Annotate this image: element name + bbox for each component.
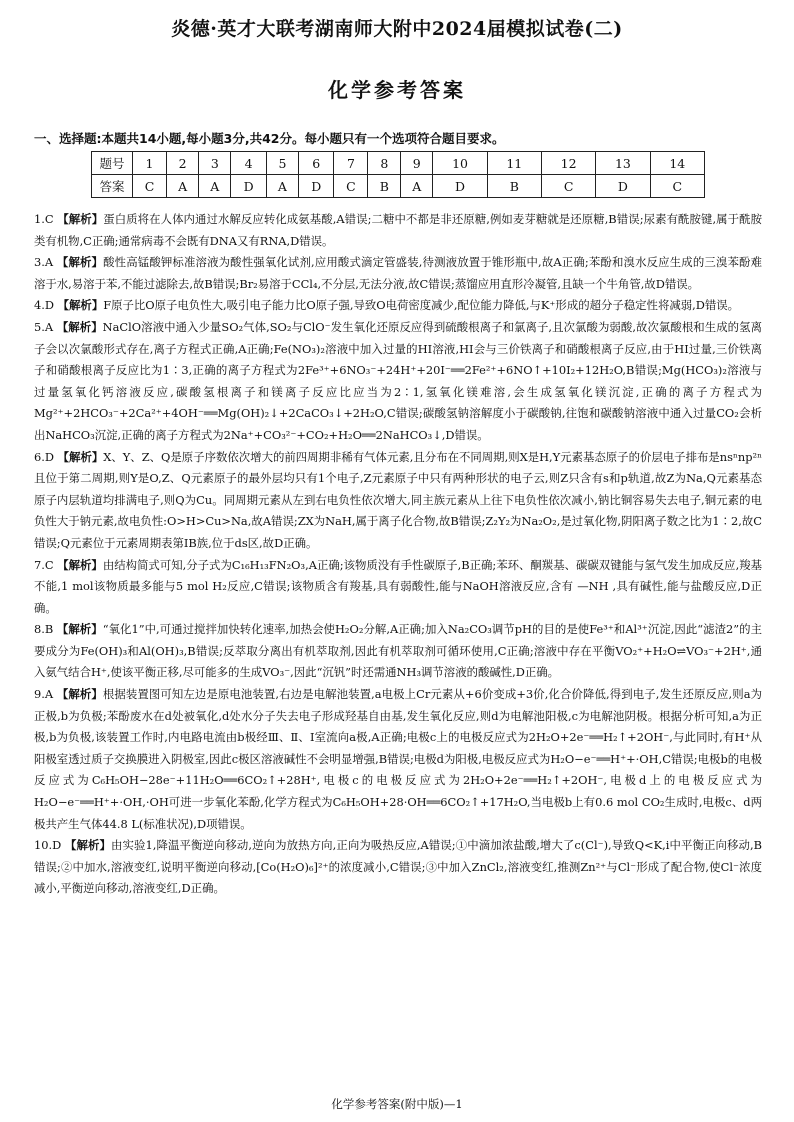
answer-cell: D	[299, 175, 334, 198]
explanation-item	[34, 555, 762, 620]
analysis-tag: 【解析】	[56, 687, 103, 702]
question-number-cell: 14	[650, 152, 704, 175]
explanation-item	[34, 317, 762, 447]
question-number-cell: 8	[368, 152, 401, 175]
item-text: 根据装置图可知左边是原电池装置,右边是电解池装置,a电极上Cr元素从+6价变成+3价,化合价降低,得到电子,发生还原反应,则a为正极,b为负极;苯酚废水在d处被氧化,d处水分子失去电子形成羟基自由基,发生氧化反应,则d为电解池阳极,c为电解池阴极。根据分析可知,a为正极,b为负极,该装置工作时,内电路电流由b极经Ⅲ、Ⅱ、Ⅰ室流向a极,A正确;电极c上的电极反应式为2H₂O+2e⁻══H₂↑+2OH⁻,与此同时,有H⁺从阳极室透过质子交换膜进入阴极室,因此c极区溶液碱性不会明显增强,B错误;电极d为阳极,电极反应式为H₂O−e⁻══H⁺+·OH,C错误;电极b的电极反应式为C₆H₅OH−28e⁻+11H₂O══6CO₂↑+28H⁺,电极c的电极反应式为2H₂O+2e⁻══H₂↑+2OH⁻,电极d上的电极反应式为H₂O−e⁻══H⁺+·OH,·OH可进一步氧化苯酚,化学方程式为C₆H₅OH+28·OH══6CO₂↑+17H₂O,当电极b上有0.6 mol CO₂生成时,电极c、d两极共产生气体44.8 L(标准状况),D项错误。	[34, 687, 762, 831]
question-number-cell: 12	[541, 152, 595, 175]
item-number: 10.D	[34, 838, 62, 853]
question-number-cell: 4	[231, 152, 266, 175]
answer-cell: C	[541, 175, 595, 198]
answer-cell: D	[433, 175, 487, 198]
explanation-item	[34, 835, 762, 900]
item-number: 4.D	[34, 298, 55, 313]
analysis-tag: 【解析】	[56, 622, 103, 637]
item-text: X、Y、Z、Q是原子序数依次增大的前四周期非稀有气体元素,且分布在不同周期,则X是H,Y元素基态原子的价层电子排布是nsⁿnp²ⁿ且位于第二周期,则Y是O,Z、Q元素原子的最外层均只有1个电子,Z元素原子中只有两种形状的电子云,则Z只含有s和p轨道,故Z为Na,Q元素基态原子内层轨道均排满电子,则Q为Cu。同周期元素从左到右电负性依次增大,同主族元素从上往下电负性依次减小,钠比铜容易失去电子,铜元素的电负性大于钠元素,故电负性:O>H>Cu>Na,故A错误;ZX为NaH,属于离子化合物,故B错误;Z₂Y₂为Na₂O₂,是过氧化物,阴阳离子数之比为1∶2,故C错误;Q元素位于元素周期表第ⅠB族,位于ds区,故D正确。	[34, 449, 763, 550]
row-label-number: 题号	[92, 152, 133, 175]
question-number-cell: 13	[596, 152, 650, 175]
explanation-item	[34, 252, 762, 295]
question-number-cell: 2	[166, 152, 198, 175]
item-text: 由实验1,降温平衡逆向移动,逆向为放热方向,正向为吸热反应,A错误;①中滴加浓盐酸,增大了c(Cl⁻),导致Q<K,i中平衡正向移动,B错误;②中加水,溶液变红,说明平衡逆向移动,[Co(H₂O)₆]²⁺的浓度减小,C错误;③中加入ZnCl₂,溶液变红,推测Zn²⁺与Cl⁻形成了配合物,使Cl⁻浓度减小,平衡逆向移动,溶液变红,D正确。	[34, 838, 762, 896]
item-text: 酸性高锰酸钾标准溶液为酸性强氧化试剂,应用酸式滴定管盛装,待测液放置于锥形瓶中,故A正确;苯酚和溴水反应生成的三溴苯酚难溶于水,易溶于苯,不能过滤除去,故B错误;Br₂易溶于CCl₄,不分层,无法分液,故C错误;蒸馏应用直形冷凝管,且缺一个牛角管,故D错误。	[34, 255, 762, 291]
page-subtitle: 化学参考答案	[328, 78, 466, 102]
analysis-tag: 【解析】	[57, 449, 104, 464]
question-number-cell: 10	[433, 152, 487, 175]
answer-cell: A	[166, 175, 198, 198]
answer-cell: C	[133, 175, 167, 198]
question-number-cell: 9	[401, 152, 433, 175]
explanations	[34, 209, 762, 900]
item-text: F原子比O原子电负性大,吸引电子能力比O原子强,导致O电荷密度减少,配位能力降低,与K⁺形成的超分子稳定性将减弱,D错误。	[103, 298, 740, 313]
analysis-tag: 【解析】	[57, 298, 104, 313]
exam-title: 炎德·英才大联考湖南师大附中2024届模拟试卷(二)	[171, 18, 623, 40]
question-number-row	[92, 152, 705, 175]
answer-cell: C	[334, 175, 368, 198]
question-number-cell: 6	[299, 152, 334, 175]
answer-cell: B	[368, 175, 401, 198]
answer-cell: D	[231, 175, 266, 198]
page-footer: 化学参考答案(附中版)—1	[331, 1097, 463, 1111]
explanation-item	[34, 447, 762, 555]
item-number: 3.A	[34, 255, 54, 270]
question-number-cell: 1	[133, 152, 167, 175]
analysis-tag: 【解析】	[57, 212, 104, 226]
section-heading: 一、选择题:本题共14小题,每小题3分,共42分。每小题只有一个选项符合题目要求。	[34, 131, 505, 146]
analysis-tag: 【解析】	[57, 557, 103, 572]
item-text: 由结构简式可知,分子式为C₁₆H₁₃FN₂O₃,A正确;该物质没有手性碳原子,B正确;苯环、酮羰基、碳碳双键能与氢气发生加成反应,羧基不能,1 mol该物质最多能与5 mol H₂反应,C错误;该物质含有羧基,具有弱酸性,能与NaOH溶液反应,含有 —NH ,具有碱性,能与盐酸反应,D正确。	[34, 557, 762, 615]
answer-cell: A	[199, 175, 231, 198]
answer-cell: B	[487, 175, 541, 198]
answer-cell: A	[401, 175, 433, 198]
answer-table	[91, 151, 705, 198]
analysis-tag: 【解析】	[56, 255, 104, 270]
item-number: 5.A	[34, 319, 54, 334]
question-number-cell: 3	[199, 152, 231, 175]
question-number-cell: 11	[487, 152, 541, 175]
explanation-item	[34, 684, 762, 835]
explanation-item	[34, 295, 762, 317]
item-text: “氧化1”中,可通过搅拌加快转化速率,加热会使H₂O₂分解,A正确;加入Na₂CO₃调节pH的目的是使Fe³⁺和Al³⁺沉淀,因此“滤渣2”的主要成分为Fe(OH)₃和Al(OH)₃,B错误;反萃取分离出有机萃取剂,因此有机萃取剂可循环使用,C正确;溶液中存在平衡VO₂⁺+H₂O⇌VO₃⁻+2H⁺,通入氨气结合H⁺,使该平衡正移,尽可能多的生成VO₃⁻,因此“沉钒”时还需通NH₃调节溶液的酸碱性,D正确。	[34, 622, 762, 680]
item-number: 7.C	[34, 557, 54, 572]
item-number: 6.D	[34, 449, 55, 464]
question-number-cell: 5	[266, 152, 298, 175]
item-number: 8.B	[34, 622, 54, 637]
item-number: 1.C	[34, 212, 54, 226]
item-text: NaClO溶液中通入少量SO₂气体,SO₂与ClO⁻发生氧化还原反应得到硫酸根离子和氯离子,且次氯酸为弱酸,故次氯酸根和生成的氢离子会以次氯酸形式存在,离子方程式正确,A正确;Fe(NO₃)₂溶液中加入过量的HI溶液,HI会与三价铁离子和硝酸根离子反应,由于HI过量,三价铁离子和硝酸根离子反应比为1∶3,正确的离子方程式为2Fe³⁺+6NO₃⁻+24H⁺+20I⁻══2Fe²⁺+6NO↑+10I₂+12H₂O,B错误;Mg(HCO₃)₂溶液与过量氢氧化钙溶液反应,碳酸氢根离子和镁离子反应比应当为2∶1,氢氧化镁难溶,会生成氢氧化镁沉淀,正确的离子方程式为Mg²⁺+2HCO₃⁻+2Ca²⁺+4OH⁻══Mg(OH)₂↓+2CaCO₃↓+2H₂O,C错误;碳酸氢钠溶解度小于碳酸钠,往饱和碳酸钠溶液中通入过量CO₂会析出NaHCO₃沉淀,正确的离子方程式为2Na⁺+CO₃²⁻+CO₂+H₂O══2NaHCO₃↓,D错误。	[34, 319, 762, 442]
explanation-item	[34, 619, 762, 684]
answer-cell: D	[596, 175, 650, 198]
analysis-tag: 【解析】	[64, 838, 111, 853]
analysis-tag: 【解析】	[56, 319, 103, 334]
item-number: 9.A	[34, 687, 54, 702]
item-text: 蛋白质将在人体内通过水解反应转化成氨基酸,A错误;二糖中不都是非还原糖,例如麦芽糖就是还原糖,B错误;尿素有酰胺键,属于酰胺类有机物,C正确;通常病毒不会既有DNA又有RNA,D错误。	[34, 212, 762, 248]
answer-cell: A	[266, 175, 298, 198]
row-label-answer: 答案	[92, 175, 133, 198]
answer-cell: C	[650, 175, 704, 198]
explanation-item	[34, 209, 762, 252]
question-number-cell: 7	[334, 152, 368, 175]
answer-row	[92, 175, 705, 198]
